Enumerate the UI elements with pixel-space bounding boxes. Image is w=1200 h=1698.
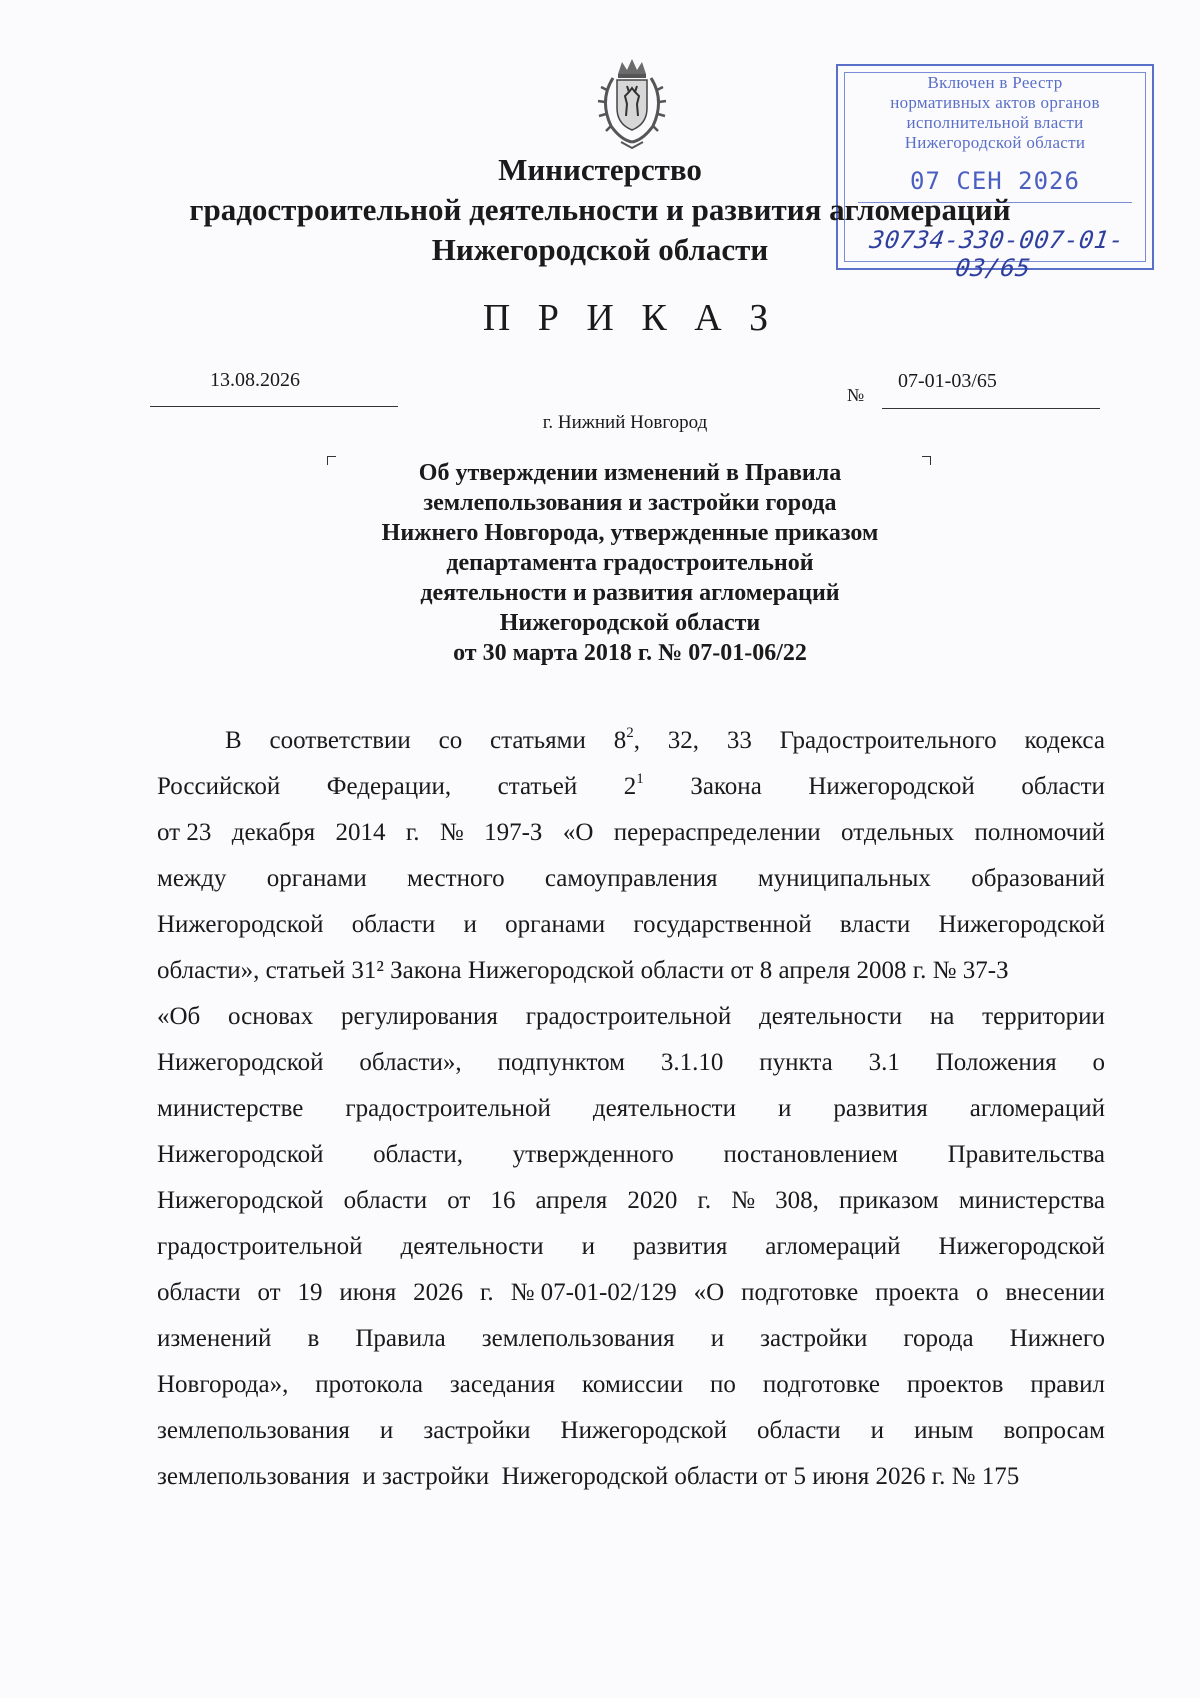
body-word: от 23 [157, 819, 212, 846]
body-word: вопросам [1003, 1417, 1105, 1444]
body-word: г. [480, 1279, 494, 1306]
body-word: города [903, 1325, 974, 1352]
order-date: 13.08.2026 [210, 369, 300, 391]
body-word: между [157, 865, 227, 892]
body-line [157, 1132, 1105, 1178]
body-word: 3.1 [868, 1049, 900, 1076]
body-word: области», статьей 31² Закона Нижегородской области от 8 апреля 2008 г. № 37-З [157, 957, 1009, 984]
body-word: органами [266, 865, 367, 892]
body-word: Нижегородской [157, 911, 324, 938]
order-subject [300, 458, 960, 668]
body-line [157, 718, 1105, 764]
body-word: 32, [667, 727, 700, 754]
body-word: Нижегородской [938, 911, 1105, 938]
stamp-line: исполнительной власти [906, 113, 1084, 132]
order-number: 07-01-03/65 [898, 370, 997, 392]
body-word: внесении [1005, 1279, 1105, 1306]
body-word: г. [697, 1187, 712, 1214]
body-word: Нижегородской [808, 773, 975, 800]
body-word: перераспределении [613, 819, 821, 846]
order-date-field [150, 366, 398, 407]
body-word: декабря [231, 819, 316, 846]
body-word: пункта [759, 1049, 833, 1076]
body-word: Правительства [947, 1141, 1105, 1168]
body-line [157, 810, 1105, 856]
body-word: Федерации, [326, 773, 452, 800]
body-word: № 07-01-02/129 [510, 1279, 677, 1306]
body-word: Нижнего [1009, 1325, 1105, 1352]
subject-line: деятельности и развития агломераций [420, 580, 840, 606]
body-line [157, 1270, 1105, 1316]
body-word: и [710, 1325, 725, 1352]
order-number-field [882, 366, 1100, 409]
body-word: 2 [626, 724, 634, 741]
body-line [157, 1408, 1105, 1454]
coat-of-arms-icon [585, 56, 679, 152]
body-word: проектов [906, 1371, 1004, 1398]
stamp-registration-number: 30734-330-007-01-03/65 [867, 226, 1126, 282]
body-word: Закона [690, 773, 762, 800]
body-word: министерства [958, 1187, 1105, 1214]
subject-line: землепользования и застройки города [423, 490, 837, 516]
body-word: отдельных [841, 819, 955, 846]
number-label: № [847, 385, 865, 405]
body-word: Нижегородской [157, 1141, 324, 1168]
body-word: полномочий [974, 819, 1105, 846]
body-word: 1 [636, 770, 644, 787]
body-word: деятельности [400, 1233, 544, 1260]
body-word: местного [407, 865, 505, 892]
body-word: области, [373, 1141, 463, 1168]
subject-line: от 30 марта 2018 г. № 07-01-06/22 [453, 640, 807, 666]
subject-line: Нижнего Новгорода, утвержденные приказом [381, 520, 879, 546]
body-word: 8 [613, 727, 627, 754]
document-type: П Р И К А З [482, 297, 778, 339]
body-word: по [710, 1371, 736, 1398]
stamp-line: Нижегородской области [904, 133, 1086, 152]
body-word: 33 [726, 727, 752, 754]
body-word: г. [405, 819, 420, 846]
body-word: изменений [157, 1325, 272, 1352]
body-word: градостроительной [157, 1233, 363, 1260]
body-word: апреля [535, 1187, 608, 1214]
ministry-title [0, 150, 1200, 270]
body-word: Новгорода», [157, 1371, 289, 1398]
body-line [157, 1362, 1105, 1408]
body-line [157, 856, 1105, 902]
body-word: № [439, 819, 464, 846]
body-word: области [343, 1187, 428, 1214]
body-word: Нижегородской [157, 1049, 324, 1076]
body-word: агломераций [765, 1233, 901, 1260]
body-word: и [463, 911, 477, 938]
body-word: «Об [157, 1003, 201, 1030]
stamp-line: нормативных актов органов [890, 93, 1100, 112]
body-word: соответствии [269, 727, 411, 754]
body-word: градостроительной [525, 1003, 732, 1030]
body-word: подготовке [741, 1279, 859, 1306]
body-word: Правила [355, 1325, 446, 1352]
ministry-line: градостроительной деятельности и развития агломераций [189, 192, 1011, 227]
body-word: Нижегородской [157, 1187, 324, 1214]
body-word: застройки [423, 1417, 531, 1444]
body-word: деятельности [759, 1003, 903, 1030]
body-word: на [929, 1003, 955, 1030]
body-word: основах [228, 1003, 314, 1030]
body-word: землепользования и застройки Нижегородской области от 5 июня 2026 г. № 175 [157, 1463, 1020, 1490]
body-word: Нижегородской [560, 1417, 728, 1444]
body-word: Градостроительного [779, 727, 997, 754]
body-word: Российской [157, 773, 281, 800]
body-word: , [633, 727, 640, 754]
body-word: 308, [775, 1187, 819, 1214]
body-word: муниципальных [757, 865, 931, 892]
ministry-line: Министерство [498, 152, 702, 187]
body-word: комиссии [582, 1371, 684, 1398]
body-word: власти [839, 911, 911, 938]
body-word: государственной [633, 911, 812, 938]
subject-line: департамента градостроительной [446, 550, 814, 576]
body-word: Нижегородской [938, 1233, 1105, 1260]
body-word: и [777, 1095, 792, 1122]
body-word: статьями [490, 727, 586, 754]
body-word: образований [971, 865, 1105, 892]
body-word: землепользования [157, 1417, 350, 1444]
body-word: июня [339, 1279, 397, 1306]
body-paragraph [157, 718, 1105, 1500]
body-line [157, 1454, 1105, 1500]
body-word: 16 [490, 1187, 516, 1214]
body-word: «О [693, 1279, 725, 1306]
body-line [157, 1178, 1105, 1224]
body-word: иным [914, 1417, 974, 1444]
body-word: № [731, 1187, 756, 1214]
body-word: подготовке [762, 1371, 881, 1398]
body-word: самоуправления [544, 865, 718, 892]
body-word: протокола [315, 1371, 424, 1398]
body-word: застройки [760, 1325, 868, 1352]
body-word: области [757, 1417, 841, 1444]
body-word: органами [505, 911, 606, 938]
body-line [157, 764, 1105, 810]
body-line [157, 1040, 1105, 1086]
body-line [157, 994, 1105, 1040]
body-word: деятельности [592, 1095, 736, 1122]
body-word: от [257, 1279, 281, 1306]
body-word: подпунктом [497, 1049, 625, 1076]
body-line [157, 948, 1105, 994]
body-word: и [581, 1233, 595, 1260]
body-word: о [975, 1279, 989, 1306]
body-line [157, 1086, 1105, 1132]
body-word: заседания [449, 1371, 556, 1398]
body-word: области [157, 1279, 241, 1306]
subject-line: Об утверждении изменений в Правила [418, 460, 842, 486]
body-word: и [870, 1417, 885, 1444]
body-word: приказом [839, 1187, 939, 1214]
body-word: 2020 [627, 1187, 678, 1214]
body-word: и [379, 1417, 394, 1444]
body-word: агломераций [969, 1095, 1105, 1122]
body-word: территории [982, 1003, 1105, 1030]
stamp-date: 07 СЕН 2026 [910, 167, 1080, 195]
body-word: 2014 [335, 819, 386, 846]
body-word: развития [833, 1095, 928, 1122]
stamp-line: Включен в Реестр [927, 73, 1063, 92]
body-word: 3.1.10 [660, 1049, 724, 1076]
body-word: землепользования [481, 1325, 675, 1352]
city: г. Нижний Новгород [542, 412, 708, 433]
body-word: правил [1030, 1371, 1105, 1398]
body-word: статьей [497, 773, 578, 800]
body-word: 197-З [484, 819, 543, 846]
subject-line: Нижегородской области [499, 610, 761, 636]
body-word: министерстве [157, 1095, 304, 1122]
body-word: области [351, 911, 436, 938]
body-line [157, 1316, 1105, 1362]
body-word: о [1092, 1049, 1105, 1076]
body-line [157, 902, 1105, 948]
body-word: области», [359, 1049, 462, 1076]
body-word: «О [562, 819, 594, 846]
body-word: развития [632, 1233, 728, 1260]
body-word: регулирования [340, 1003, 498, 1030]
body-word: 2 [623, 773, 637, 800]
body-word: со [438, 727, 463, 754]
body-word: от [447, 1187, 471, 1214]
body-word: Положения [935, 1049, 1057, 1076]
body-word: 2026 [413, 1279, 464, 1306]
body-line [157, 1224, 1105, 1270]
body-word: В [225, 727, 242, 754]
body-word: градостроительной [345, 1095, 551, 1122]
ministry-line: Нижегородской области [431, 232, 769, 267]
body-word: утвержденного [512, 1141, 674, 1168]
body-word: области [1021, 773, 1105, 800]
body-word: в [307, 1325, 320, 1352]
body-word: постановлением [723, 1141, 898, 1168]
body-word: 19 [297, 1279, 323, 1306]
body-word: проекта [875, 1279, 960, 1306]
body-word: кодекса [1024, 727, 1105, 754]
